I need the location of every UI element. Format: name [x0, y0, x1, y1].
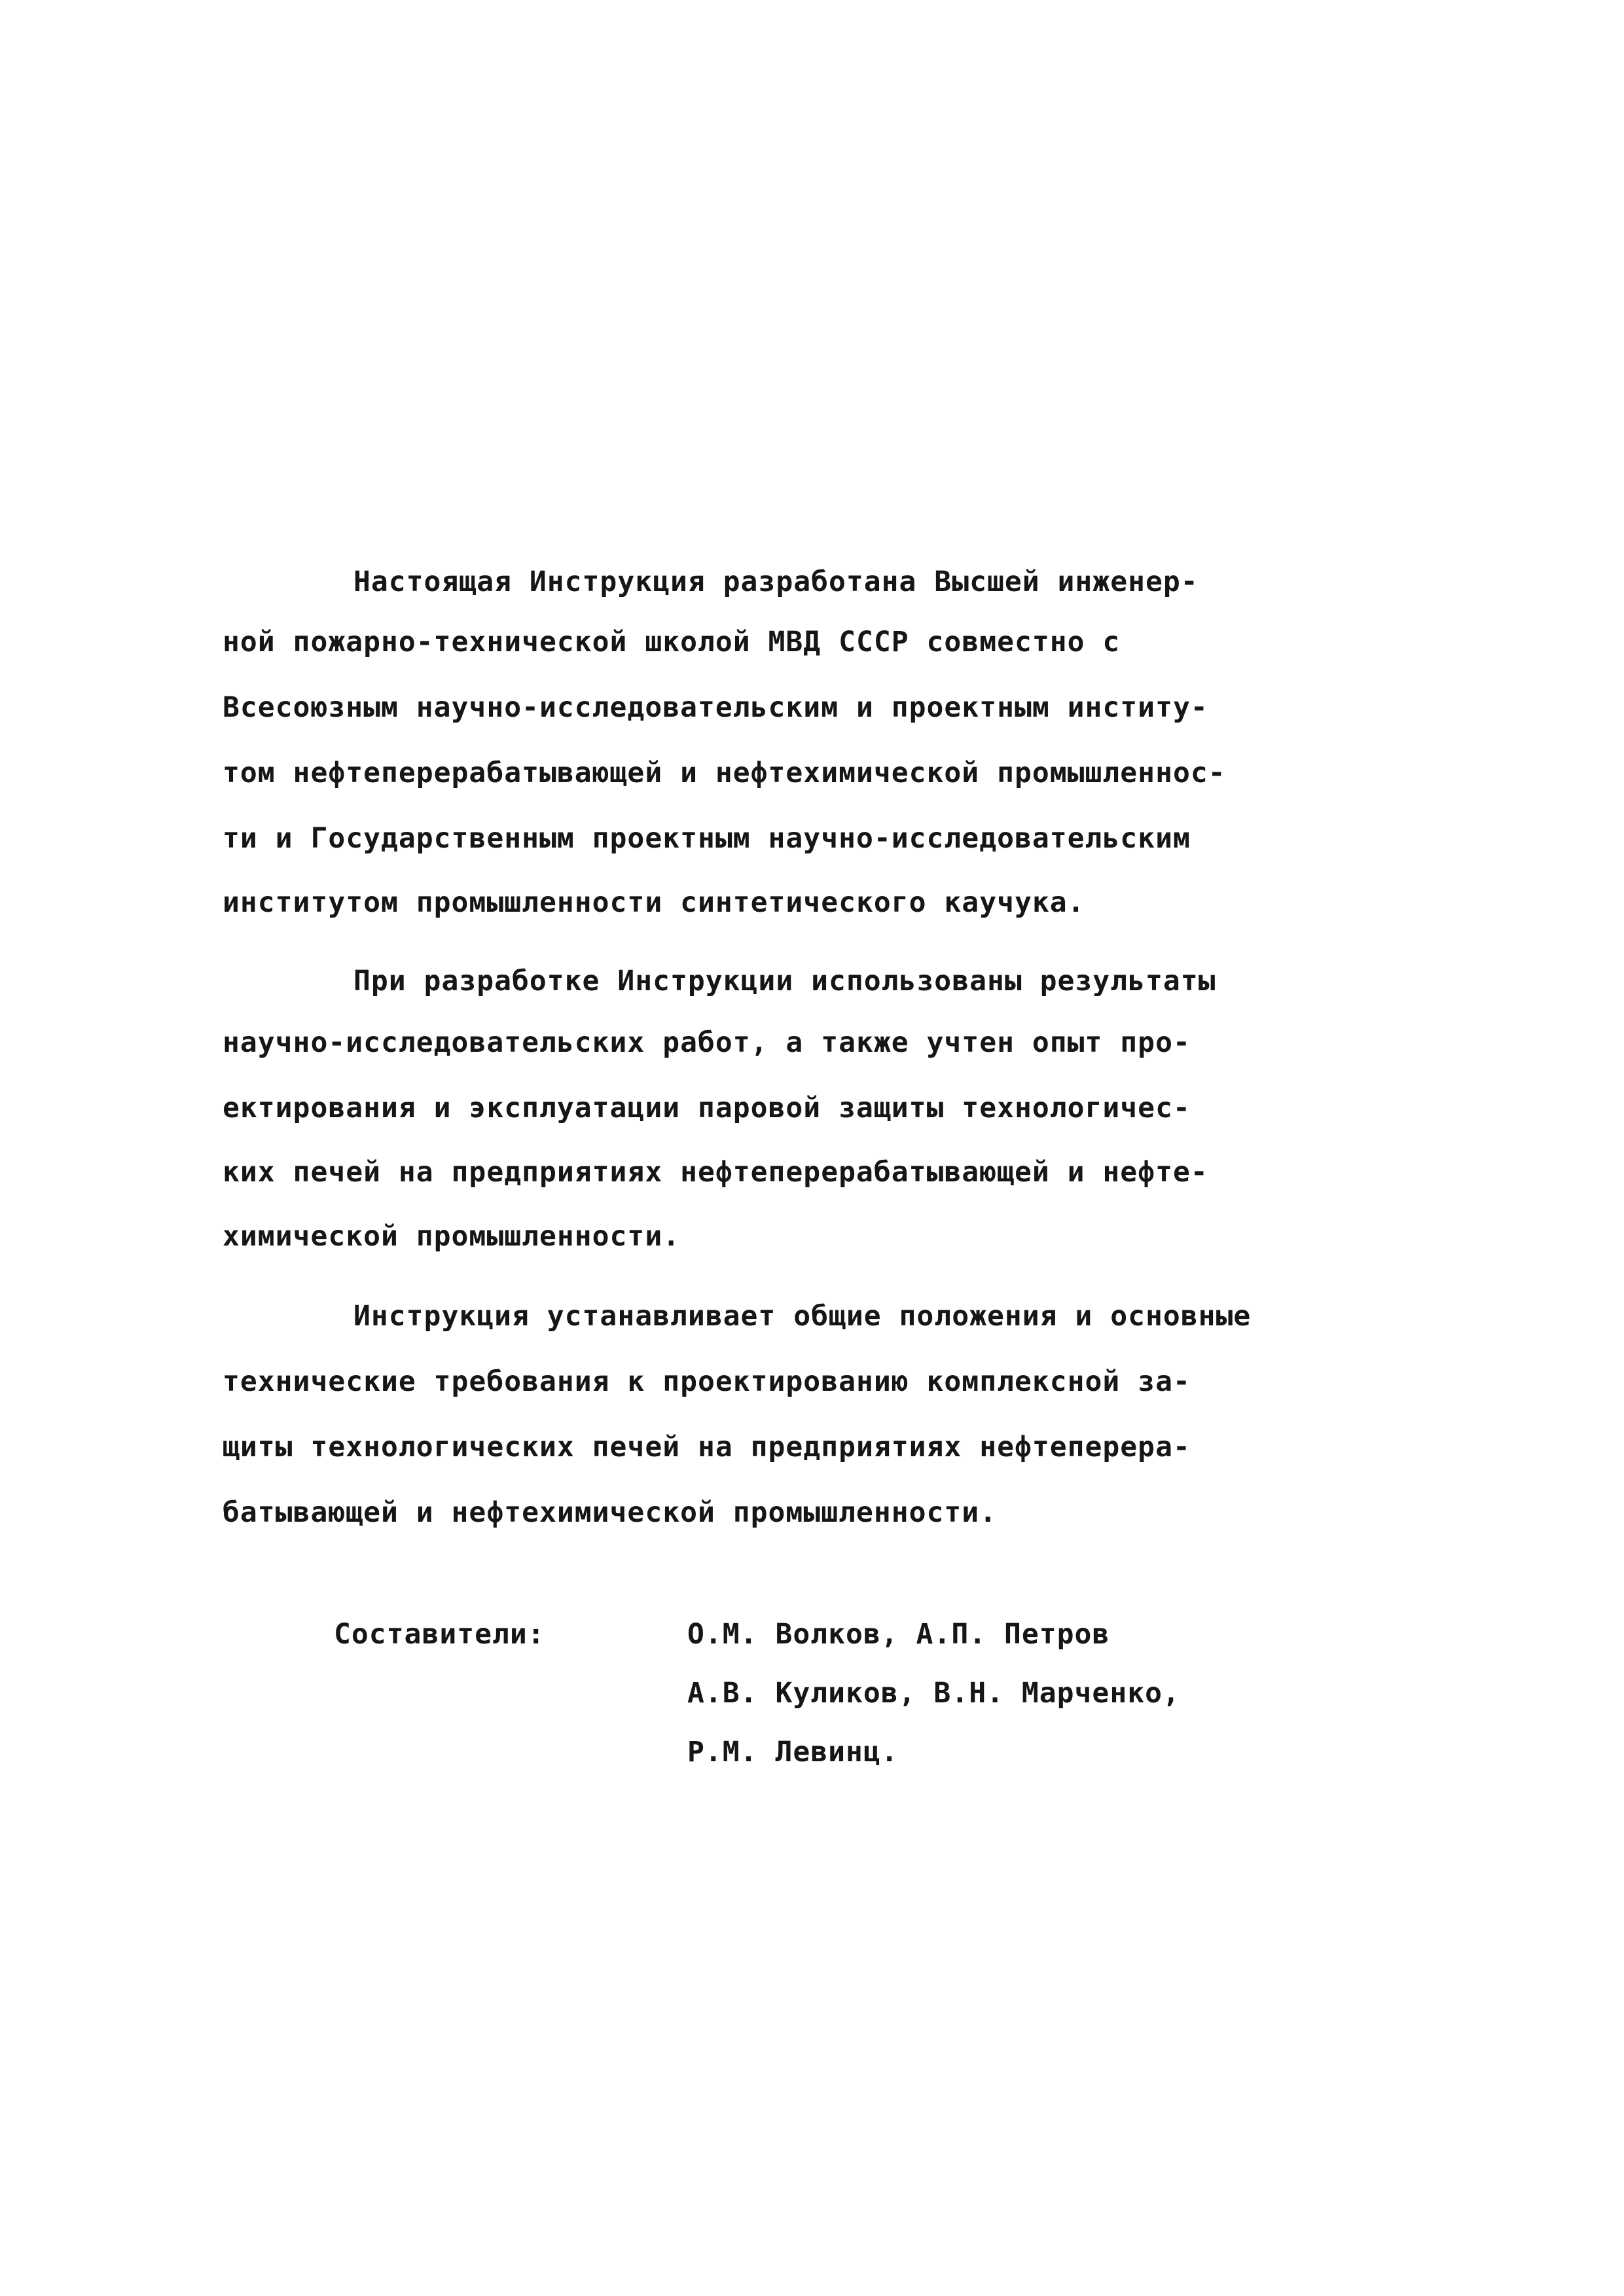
paragraph-1-line-1: Настоящая Инструкция разработана Высшей инженер- — [353, 565, 1199, 598]
paragraph-3-line-4: батывающей и нефтехимической промышленности. — [223, 1496, 998, 1529]
paragraph-3-line-2: технические требования к проектированию комплексной за- — [223, 1365, 1191, 1398]
paragraph-1-line-3: Всесоюзным научно-исследовательским и проектным институ- — [223, 691, 1208, 724]
paragraph-3-line-1: Инструкция устанавливает общие положения и основные — [353, 1300, 1252, 1333]
paragraph-1-line-5: ти и Государственным проектным научно-исследовательским — [223, 822, 1191, 855]
paragraph-1-line-6: институтом промышленности синтетического каучука. — [223, 886, 1085, 919]
paragraph-1-line-2: ной пожарно-технической школой МВД СССР совместно с — [223, 626, 1121, 658]
paragraph-2-line-3: ектирования и эксплуатации паровой защиты технологичес- — [223, 1092, 1191, 1124]
paragraph-2-line-1: При разработке Инструкции использованы результаты — [353, 965, 1216, 997]
compilers-line-3: Р.М. Левинц. — [687, 1736, 899, 1768]
compilers-label: Составители: — [334, 1618, 545, 1651]
paragraph-2-line-2: научно-исследовательских работ, а также учтен опыт про- — [223, 1026, 1191, 1059]
paragraph-1-line-4: том нефтеперерабатывающей и нефтехимической промышленнос- — [223, 757, 1226, 789]
paragraph-3-line-3: щиты технологических печей на предприятиях нефтеперера- — [223, 1431, 1191, 1463]
paragraph-2-line-5: химической промышленности. — [223, 1220, 681, 1253]
compilers-line-1: О.М. Волков, А.П. Петров — [687, 1618, 1110, 1651]
compilers-line-2: А.В. Куликов, В.Н. Марченко, — [687, 1677, 1180, 1710]
paragraph-2-line-4: ких печей на предприятиях нефтеперерабатывающей и нефте- — [223, 1156, 1208, 1189]
